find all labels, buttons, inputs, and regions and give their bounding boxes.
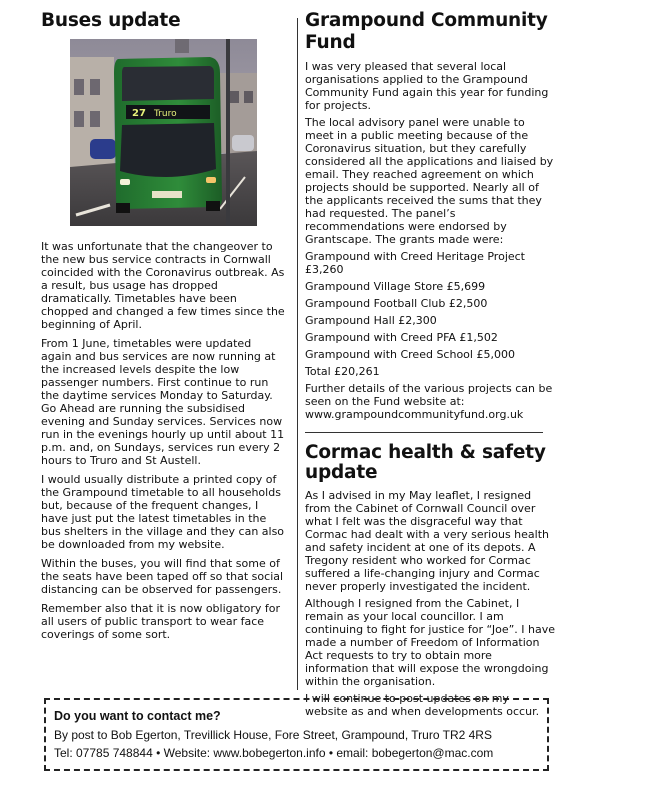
section-divider [305, 432, 543, 433]
contact-box [44, 698, 549, 771]
buses-paragraph: Within the buses, you will find that some of the seats have been taped off so that social distancing can be observed for passengers. [41, 557, 284, 596]
grant-item: Grampound Village Store £5,699 [305, 280, 486, 293]
fund-column [305, 10, 555, 722]
grant-item: Grampound Hall £2,300 [305, 314, 437, 327]
buses-paragraph: Remember also that it is now obligatory for all users of public transport to wear face coverings of some sort. [41, 602, 281, 641]
contact-tel: Tel: 07785 748844 • Website: www.bobegerton.info • email: bobegerton@mac.com [54, 746, 494, 760]
cormac-paragraph: As I advised in my May leaflet, I resigned from the Cabinet of Cornwall Council over what I felt was the disgraceful way that Cormac had dealt with a very serious health and safety incident at one of its depots. A Tregony resident who worked for Cormac suffered a life-changing injury and Cormac never properly investigated the incident. [305, 489, 549, 593]
grant-item: Grampound with Creed School £5,000 [305, 348, 515, 361]
buses-paragraph: From 1 June, timetables were updated again and bus services are now running at the increased levels despite the low passenger numbers. First continue to run the daytime services Monday to Saturday. Go Ahead are running the subsidised evening and Sunday services. Services now run in the evenings hourly up until about 11 p.m. and, on Sundays, services run every 2 hours to Truro and St Austell. [41, 337, 285, 467]
buses-heading: Buses update [41, 10, 181, 31]
bus-photo [70, 39, 257, 226]
fund-heading: Grampound Community Fund [305, 10, 548, 53]
fund-paragraph: The local advisory panel were unable to meet in a public meeting because of the Coronavirus situation, but they carefully considered all the applications and liaised by email. They reached agreement on which projects should be supported. Nearly all of the applicants received the sums that they had requested. The panel’s recommendations were endorsed by Grantscape. The grants made were: [305, 116, 554, 246]
contact-title: Do you want to contact me? [54, 709, 221, 723]
cormac-heading: Cormac health & safety update [305, 442, 546, 483]
bus-photo-icon [70, 39, 257, 226]
contact-post: By post to Bob Egerton, Trevillick House, Fore Street, Grampound, Truro TR2 4RS [54, 728, 492, 742]
fund-paragraph: I was very pleased that several local organisations applied to the Grampound Community Fund again this year for funding for projects. [305, 60, 549, 112]
cormac-paragraph: Although I resigned from the Cabinet, I remain as your local councillor. I am continuing to fight for justice for “Joe”. I have made a number of Freedom of Information Act requests to try to obtain more information that will expose the wrongdoing within the organisation. [305, 597, 556, 688]
destination-label: Truro [154, 109, 177, 119]
buses-paragraph: I would usually distribute a printed copy of the Grampound timetable to all households but, because of the frequent changes, I have just put the latest timetables in the bus shelters in the village and they can also be downloaded from my website. [41, 473, 285, 551]
grant-item: Grampound Football Club £2,500 [305, 297, 488, 310]
route-number: 27 [132, 108, 146, 119]
fund-footer: Further details of the various projects can be seen on the Fund website at: www.grampoundcommunityfund.org.uk [305, 382, 553, 421]
grant-total: Total £20,261 [305, 365, 380, 378]
grant-item: Grampound with Creed PFA £1,502 [305, 331, 498, 344]
cormac-paragraph: I will continue to post updates on my website as and when developments occur. [305, 692, 540, 718]
grant-item: Grampound with Creed Heritage Project £3,260 [305, 250, 525, 276]
column-divider [297, 18, 298, 690]
buses-column [41, 10, 285, 647]
buses-paragraph: It was unfortunate that the changeover to the new bus service contracts in Cornwall coincided with the Coronavirus outbreak. As a result, bus usage has dropped dramatically. Timetables have been chopped and changed a few times since the beginning of April. [41, 240, 285, 331]
